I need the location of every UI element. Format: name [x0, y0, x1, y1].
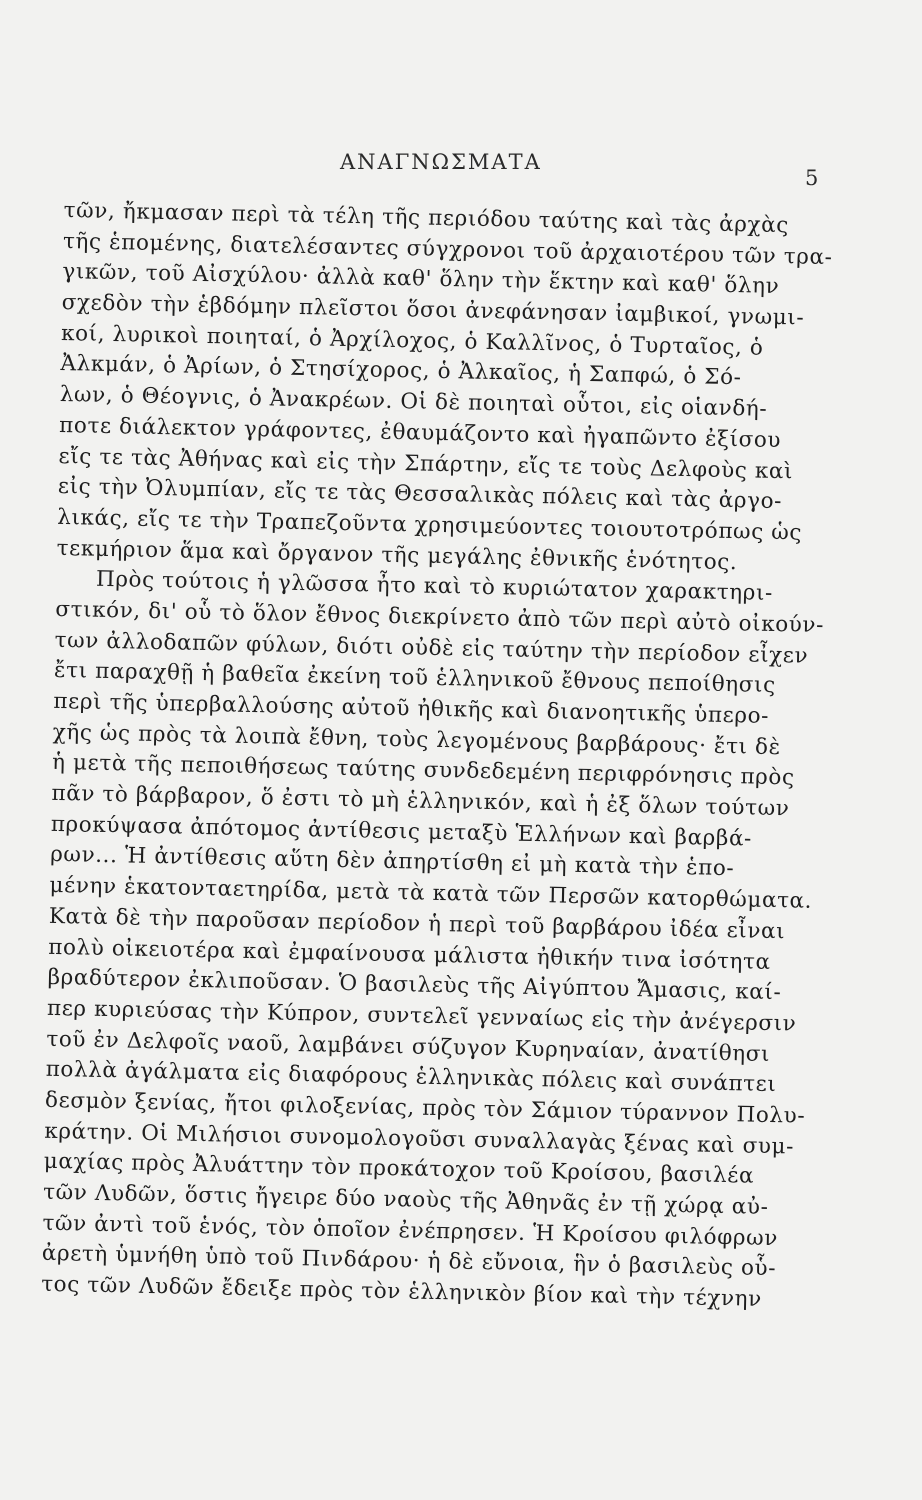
text-line: ἀρετὴ ὑμνήθη ὑπὸ τοῦ Πινδάρου· ἡ δὲ εὔνοια, ἣν ὁ βασιλεὺς οὗ-	[41, 1241, 777, 1282]
text-line: πᾶν τὸ βάρβαρον, ὅ ἐστι τὸ μὴ ἑλληνικόν, καὶ ἡ ἐξ ὅλων τούτων	[51, 780, 790, 822]
text-line: λων, ὁ Θέογνις, ὁ Ἀνακρέων. Οἱ δὲ ποιηταὶ οὗτοι, εἰς οἱανδή-	[59, 382, 768, 422]
text-line: δεσμὸν ξενίας, ἤτοι φιλοξενίας, πρὸς τὸν Σάμιον τύραννον Πολυ-	[44, 1087, 806, 1129]
text-line: τοῦ ἐν Δελφοῖς ναοῦ, λαμβάνει σύζυγον Κυρηναίαν, ἀνατίθησι	[46, 1026, 771, 1067]
text-line: μένην ἑκατονταετηρίδα, μετὰ τὰ κατὰ τῶν Περσῶν κατορθώματα.	[49, 872, 813, 914]
text-line: κοί, λυρικοὶ ποιηταί, ὁ Ἀρχίλοχος, ὁ Καλλῖνος, ὁ Τυρταῖος, ὁ	[60, 320, 764, 361]
text-line: πολλὰ ἀγάλματα εἰς διαφόρους ἑλληνικὰς πόλεις καὶ συνάπτει	[45, 1057, 777, 1098]
text-line: ἔτι παραχθῇ ἡ βαθεῖα ἐκείνη τοῦ ἑλληνικοῦ ἔθνους πεποίθησις	[53, 658, 777, 699]
text-line: γικῶν, τοῦ Αἰσχύλου· ἀλλὰ καθ' ὅλην τὴν ἕκτην καὶ καθ' ὅλην	[62, 259, 780, 300]
text-line: τος τῶν Λυδῶν ἔδειξε πρὸς τὸν ἑλληνικὸν βίον καὶ τὴν τέχνην	[40, 1271, 763, 1312]
page-number: 5	[805, 166, 819, 190]
text-line: τῶν, ἤκμασαν περὶ τὰ τέλη τῆς περιόδου ταύτης καὶ τὰς ἀρχὰς	[63, 197, 790, 239]
text-line: κράτην. Οἱ Μιλήσιοι συνομολογοῦσι συναλλαγὰς ξένας καὶ συμ-	[44, 1118, 795, 1160]
text-line: περὶ τῆς ὑπερβαλλούσης αὐτοῦ ἠθικῆς καὶ διανοητικῆς ὑπερο-	[53, 688, 770, 729]
body-text	[40, 196, 833, 1316]
text-line: ἡ μετὰ τῆς πεποιθήσεως ταύτης συνδεδεμένη περιφρόνησις πρὸς	[51, 750, 795, 791]
text-line: Κατὰ δὲ τὴν παροῦσαν περίοδον ἡ περὶ τοῦ βαρβάρου ἰδέα εἶναι	[48, 903, 786, 945]
text-line: μαχίας πρὸς Ἀλυάττην τὸν προκάτοχον τοῦ Κροίσου, βασιλέα	[43, 1149, 755, 1189]
text-line: Ἀλκμάν, ὁ Ἀρίων, ὁ Στησίχορος, ὁ Ἀλκαῖος, ἡ Σαπφώ, ὁ Σό-	[60, 351, 742, 391]
running-head	[0, 150, 922, 190]
paragraph-start-line: Πρὸς τούτοις ἡ γλῶσσα ἦτο καὶ τὸ κυριώτατον χαρακτηρι-	[95, 567, 774, 607]
text-line: τῆς ἑπομένης, διατελέσαντες σύγχρονοι τοῦ ἀρχαιοτέρου τῶν τρα-	[62, 228, 833, 270]
text-line: τεκμήριον ἅμα καὶ ὄργανον τῆς μεγάλης ἐθνικῆς ἑνότητος.	[56, 535, 738, 575]
text-line: βραδύτερον ἐκλιποῦσαν. Ὁ βασιλεὺς τῆς Αἰγύπτου Ἄμασις, καί-	[47, 965, 782, 1006]
text-line: περ κυριεύσας τὴν Κύπρον, συντελεῖ γενναίως εἰς τὴν ἀνέγερσιν	[46, 995, 797, 1037]
text-line: χῆς ὡς πρὸς τὰ λοιπὰ ἔθνη, τοὺς λεγομένους βαρβάρους· ἔτι δὲ	[52, 719, 781, 760]
text-line: εἴς τε τὰς Ἀθήνας καὶ εἰς τὴν Σπάρτην, εἴς τε τοὺς Δελφοὺς καὶ	[58, 443, 794, 484]
text-line: εἰς τὴν Ὀλυμπίαν, εἴς τε τὰς Θεσσαλικὰς πόλεις καὶ τὰς ἀργο-	[57, 474, 783, 515]
text-line: στικόν, δι' οὗ τὸ ὅλον ἔθνος διεκρίνετο ἀπὸ τῶν περὶ αὐτὸ οἰκούν-	[55, 596, 825, 638]
text-line: ποτε διάλεκτον γράφοντες, ἐθαυμάζοντο καὶ ἠγαπῶντο ἐξίσου	[58, 412, 782, 453]
text-line: ρων... Ἡ ἀντίθεσις αὕτη δὲν ἀπηρτίσθη εἰ μὴ κατὰ τὴν ἑπο-	[49, 842, 735, 882]
text-line: λικάς, εἴς τε τὴν Τραπεζοῦντα χρησιμεύοντες τοιουτοτρόπως ὡς	[57, 504, 803, 546]
text-line: προκύψασα ἀπότομος ἀντίθεσις μεταξὺ Ἑλλήνων καὶ βαρβά-	[50, 811, 753, 852]
running-title: ΑΝΑΓΝΩΣΜΑΤΑ	[340, 150, 542, 174]
text-line: πολὺ οἰκειοτέρα καὶ ἐμφαίνουσα μάλιστα ἠθικήν τινα ἰσότητα	[48, 934, 771, 975]
text-line: των ἀλλοδαπῶν φύλων, διότι οὐδὲ εἰς ταύτην τὴν περίοδον εἶχεν	[54, 627, 809, 669]
text-line: τῶν Λυδῶν, ὅστις ἤγειρε δύο ναοὺς τῆς Ἀθηνᾶς ἐν τῇ χώρᾳ αὐ-	[42, 1179, 769, 1220]
text-line: σχεδὸν τὴν ἑβδόμην πλεῖστοι ὅσοι ἀνεφάνησαν ἰαμβικοί, γνωμι-	[61, 290, 805, 331]
text-line: τῶν ἀντὶ τοῦ ἑνός, τὸν ὁποῖον ἐνέπρησεν. Ἡ Κροίσου φιλόφρων	[42, 1210, 779, 1251]
